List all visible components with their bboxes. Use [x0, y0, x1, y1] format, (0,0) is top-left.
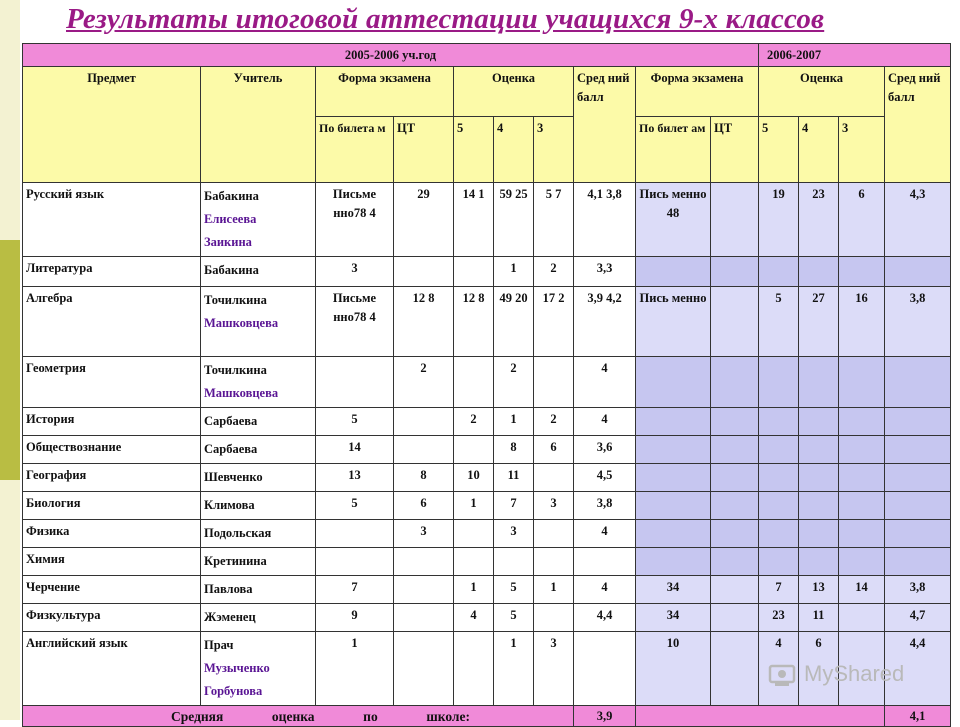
- g52-cell: 4: [759, 632, 799, 706]
- g52-cell: [759, 464, 799, 492]
- avg2-cell: 4,4: [885, 632, 951, 706]
- watermark-text: MyShared: [804, 661, 905, 686]
- subject-cell: Физкультура: [23, 604, 201, 632]
- teacher-cell: [201, 183, 316, 257]
- ct-cell: 2: [394, 357, 454, 408]
- ct-cell: 29: [394, 183, 454, 257]
- header-g5: 5: [454, 117, 494, 183]
- g4-cell: 11: [494, 464, 534, 492]
- form2-cell: 10: [636, 632, 711, 706]
- header-ct-2: ЦТ: [711, 117, 759, 183]
- footer-word-4: школе:: [426, 708, 470, 724]
- g3-cell: 6: [534, 436, 574, 464]
- table-row: [23, 183, 951, 257]
- g4-cell: 2: [494, 357, 534, 408]
- avg2-cell: [885, 520, 951, 548]
- g42-cell: [799, 492, 839, 520]
- table-row: [23, 604, 951, 632]
- form2-cell: [636, 357, 711, 408]
- g42-cell: [799, 436, 839, 464]
- form-cell: Письме нно78 4: [316, 287, 394, 357]
- watermark: [766, 658, 904, 690]
- form2-cell: 34: [636, 604, 711, 632]
- teacher-cell: [201, 257, 316, 287]
- teacher-cell: [201, 436, 316, 464]
- side-strip-middle: [0, 240, 20, 480]
- form-cell: Письме нно78 4: [316, 183, 394, 257]
- g4-cell: 8: [494, 436, 534, 464]
- subject-cell: Геометрия: [23, 357, 201, 408]
- subject-cell: Английский язык: [23, 632, 201, 706]
- form-cell: 5: [316, 408, 394, 436]
- form-cell: 13: [316, 464, 394, 492]
- g52-cell: [759, 257, 799, 287]
- ct2-cell: [711, 576, 759, 604]
- table-row: [23, 436, 951, 464]
- ct2-cell: [711, 408, 759, 436]
- g5-cell: [454, 436, 494, 464]
- g3-cell: 17 2: [534, 287, 574, 357]
- header-subject: Предмет: [23, 67, 201, 183]
- avg-cell: 4,1 3,8: [574, 183, 636, 257]
- form2-cell: [636, 408, 711, 436]
- g4-cell: 5: [494, 604, 534, 632]
- ct-cell: [394, 632, 454, 706]
- form-cell: [316, 520, 394, 548]
- footer-avg-2006: 4,1: [885, 706, 951, 727]
- g4-cell: 49 20: [494, 287, 534, 357]
- side-strip-top: [0, 0, 20, 240]
- ct2-cell: [711, 492, 759, 520]
- g4-cell: 3: [494, 520, 534, 548]
- g4-cell: 7: [494, 492, 534, 520]
- ct2-cell: [711, 183, 759, 257]
- teacher-name: Заикина: [204, 235, 252, 249]
- avg-cell: 4: [574, 357, 636, 408]
- form-cell: 5: [316, 492, 394, 520]
- header-grade-2: Оценка: [759, 67, 885, 117]
- avg-cell: 3,6: [574, 436, 636, 464]
- ct2-cell: [711, 287, 759, 357]
- header-g3-2: 3: [839, 117, 885, 183]
- footer-row: [23, 706, 951, 727]
- g3-cell: [534, 464, 574, 492]
- g5-cell: 10: [454, 464, 494, 492]
- teacher-name: Точилкина: [204, 293, 267, 307]
- footer-word-1: Средняя: [171, 708, 224, 724]
- g52-cell: 23: [759, 604, 799, 632]
- avg-cell: 4: [574, 408, 636, 436]
- year-2006-2007: 2006-2007: [759, 44, 951, 67]
- g32-cell: [839, 604, 885, 632]
- g42-cell: 6: [799, 632, 839, 706]
- footer-label: [23, 706, 574, 727]
- teacher-cell: [201, 408, 316, 436]
- g3-cell: [534, 520, 574, 548]
- subject-cell: Русский язык: [23, 183, 201, 257]
- avg2-cell: [885, 492, 951, 520]
- subject-cell: История: [23, 408, 201, 436]
- form-cell: 7: [316, 576, 394, 604]
- g42-cell: 23: [799, 183, 839, 257]
- g52-cell: 19: [759, 183, 799, 257]
- teacher-cell: [201, 287, 316, 357]
- form2-cell: Пись менно 48: [636, 183, 711, 257]
- teacher-name: Сарбаева: [204, 442, 258, 456]
- teacher-name: Машковцева: [204, 386, 279, 400]
- table-row: [23, 492, 951, 520]
- header-g3: 3: [534, 117, 574, 183]
- page-title: Результаты итоговой аттестации учащихся 9-х классов: [66, 3, 825, 35]
- form2-cell: Пись менно: [636, 287, 711, 357]
- year-row: [23, 44, 951, 67]
- form-cell: 9: [316, 604, 394, 632]
- g52-cell: [759, 436, 799, 464]
- form2-cell: [636, 492, 711, 520]
- form-cell: 1: [316, 632, 394, 706]
- g3-cell: 2: [534, 257, 574, 287]
- g4-cell: 1: [494, 632, 534, 706]
- g52-cell: [759, 520, 799, 548]
- avg-cell: [574, 632, 636, 706]
- avg2-cell: 4,3: [885, 183, 951, 257]
- teacher-name: Подольская: [204, 526, 272, 540]
- table-body: [23, 183, 951, 706]
- side-strip-bottom: [0, 480, 20, 720]
- ct-cell: [394, 436, 454, 464]
- avg2-cell: [885, 257, 951, 287]
- ct-cell: 6: [394, 492, 454, 520]
- header-exam-form-2: Форма экзамена: [636, 67, 759, 117]
- teacher-name: Музыченко: [204, 661, 270, 675]
- teacher-name: Бабакина: [204, 263, 259, 277]
- footer-avg-2005: 3,9: [574, 706, 636, 727]
- table-row: [23, 520, 951, 548]
- header-by-ticket-2: По билет ам: [636, 117, 711, 183]
- avg-cell: 4: [574, 576, 636, 604]
- ct-cell: [394, 604, 454, 632]
- avg-cell: 4,5: [574, 464, 636, 492]
- g42-cell: [799, 408, 839, 436]
- form-cell: [316, 357, 394, 408]
- g5-cell: [454, 520, 494, 548]
- g4-cell: [494, 548, 534, 576]
- form-cell: [316, 548, 394, 576]
- avg-cell: 3,3: [574, 257, 636, 287]
- ct-cell: [394, 548, 454, 576]
- footer-spacer: [636, 706, 885, 727]
- ct2-cell: [711, 257, 759, 287]
- g42-cell: [799, 464, 839, 492]
- ct2-cell: [711, 604, 759, 632]
- g52-cell: [759, 357, 799, 408]
- g4-cell: 59 25: [494, 183, 534, 257]
- table-row: [23, 548, 951, 576]
- teacher-cell: [201, 520, 316, 548]
- g52-cell: [759, 492, 799, 520]
- year-2005-2006: 2005-2006 уч.год: [23, 44, 759, 67]
- teacher-name: Елисеева: [204, 212, 257, 226]
- header-g5-2: 5: [759, 117, 799, 183]
- ct-cell: 8: [394, 464, 454, 492]
- ct-cell: [394, 576, 454, 604]
- avg2-cell: [885, 464, 951, 492]
- header-g4-2: 4: [799, 117, 839, 183]
- g5-cell: 1: [454, 576, 494, 604]
- footer-word-3: по: [363, 708, 378, 724]
- teacher-name: Жэменец: [204, 610, 256, 624]
- g5-cell: [454, 632, 494, 706]
- header-ct: ЦТ: [394, 117, 454, 183]
- table-row: [23, 576, 951, 604]
- ct-cell: [394, 257, 454, 287]
- g5-cell: 12 8: [454, 287, 494, 357]
- avg2-cell: [885, 548, 951, 576]
- g5-cell: 1: [454, 492, 494, 520]
- avg-cell: 4: [574, 520, 636, 548]
- avg2-cell: 3,8: [885, 287, 951, 357]
- avg2-cell: 3,8: [885, 576, 951, 604]
- teacher-name: Горбунова: [204, 684, 263, 698]
- teacher-cell: [201, 464, 316, 492]
- avg-cell: 3,8: [574, 492, 636, 520]
- g3-cell: 3: [534, 492, 574, 520]
- teacher-cell: [201, 576, 316, 604]
- g32-cell: [839, 408, 885, 436]
- g32-cell: [839, 492, 885, 520]
- subject-cell: Биология: [23, 492, 201, 520]
- ct2-cell: [711, 464, 759, 492]
- header-avg: Сред ний балл: [574, 67, 636, 183]
- ct-cell: 3: [394, 520, 454, 548]
- subject-cell: Алгебра: [23, 287, 201, 357]
- subject-cell: Литература: [23, 257, 201, 287]
- form2-cell: 34: [636, 576, 711, 604]
- header-teacher: Учитель: [201, 67, 316, 183]
- g5-cell: [454, 548, 494, 576]
- header-exam-form: Форма экзамена: [316, 67, 454, 117]
- subject-cell: Черчение: [23, 576, 201, 604]
- avg2-cell: 4,7: [885, 604, 951, 632]
- subject-cell: Физика: [23, 520, 201, 548]
- teacher-name: Точилкина: [204, 363, 267, 377]
- form2-cell: [636, 520, 711, 548]
- g32-cell: [839, 548, 885, 576]
- ct2-cell: [711, 520, 759, 548]
- g42-cell: [799, 257, 839, 287]
- form-cell: 3: [316, 257, 394, 287]
- teacher-name: Кретинина: [204, 554, 267, 568]
- teacher-cell: [201, 492, 316, 520]
- teacher-name: Климова: [204, 498, 255, 512]
- footer-word-2: оценка: [271, 708, 315, 724]
- g32-cell: [839, 257, 885, 287]
- header-by-ticket: По билета м: [316, 117, 394, 183]
- g32-cell: [839, 357, 885, 408]
- subject-cell: Обществознание: [23, 436, 201, 464]
- ct2-cell: [711, 548, 759, 576]
- table-row: [23, 408, 951, 436]
- form-cell: 14: [316, 436, 394, 464]
- g4-cell: 1: [494, 257, 534, 287]
- teacher-cell: [201, 632, 316, 706]
- table-row: [23, 464, 951, 492]
- g5-cell: [454, 357, 494, 408]
- projector-icon: [766, 658, 798, 690]
- g3-cell: [534, 357, 574, 408]
- teacher-name: Павлова: [204, 582, 253, 596]
- g52-cell: [759, 408, 799, 436]
- g32-cell: [839, 464, 885, 492]
- avg-cell: 4,4: [574, 604, 636, 632]
- form2-cell: [636, 548, 711, 576]
- header-grade: Оценка: [454, 67, 574, 117]
- g5-cell: 4: [454, 604, 494, 632]
- form2-cell: [636, 257, 711, 287]
- teacher-name: Машковцева: [204, 316, 279, 330]
- g42-cell: [799, 548, 839, 576]
- g32-cell: 14: [839, 576, 885, 604]
- g4-cell: 5: [494, 576, 534, 604]
- teacher-cell: [201, 548, 316, 576]
- g52-cell: 5: [759, 287, 799, 357]
- teacher-name: Прач: [204, 638, 234, 652]
- header-row: [23, 67, 951, 117]
- g32-cell: [839, 520, 885, 548]
- form2-cell: [636, 464, 711, 492]
- form2-cell: [636, 436, 711, 464]
- avg2-cell: [885, 357, 951, 408]
- table-row: [23, 257, 951, 287]
- ct-cell: [394, 408, 454, 436]
- g3-cell: 5 7: [534, 183, 574, 257]
- g3-cell: [534, 548, 574, 576]
- table-row: [23, 287, 951, 357]
- header-avg-2: Сред ний балл: [885, 67, 951, 183]
- g5-cell: 14 1: [454, 183, 494, 257]
- g42-cell: 11: [799, 604, 839, 632]
- g32-cell: 6: [839, 183, 885, 257]
- avg2-cell: [885, 436, 951, 464]
- avg-cell: [574, 548, 636, 576]
- teacher-cell: [201, 604, 316, 632]
- table-row: [23, 357, 951, 408]
- g42-cell: [799, 357, 839, 408]
- subject-cell: География: [23, 464, 201, 492]
- g5-cell: 2: [454, 408, 494, 436]
- g3-cell: 1: [534, 576, 574, 604]
- teacher-name: Сарбаева: [204, 414, 258, 428]
- g3-cell: 3: [534, 632, 574, 706]
- g4-cell: 1: [494, 408, 534, 436]
- g52-cell: 7: [759, 576, 799, 604]
- ct-cell: 12 8: [394, 287, 454, 357]
- teacher-name: Бабакина: [204, 189, 259, 203]
- g42-cell: 27: [799, 287, 839, 357]
- subject-cell: Химия: [23, 548, 201, 576]
- ct2-cell: [711, 357, 759, 408]
- teacher-cell: [201, 357, 316, 408]
- g32-cell: [839, 436, 885, 464]
- g42-cell: [799, 520, 839, 548]
- header-g4: 4: [494, 117, 534, 183]
- ct2-cell: [711, 436, 759, 464]
- avg2-cell: [885, 408, 951, 436]
- g3-cell: [534, 604, 574, 632]
- ct2-cell: [711, 632, 759, 706]
- g3-cell: 2: [534, 408, 574, 436]
- g52-cell: [759, 548, 799, 576]
- teacher-name: Шевченко: [204, 470, 263, 484]
- g32-cell: 16: [839, 287, 885, 357]
- avg-cell: 3,9 4,2: [574, 287, 636, 357]
- results-table: [22, 43, 951, 727]
- g42-cell: 13: [799, 576, 839, 604]
- g5-cell: [454, 257, 494, 287]
